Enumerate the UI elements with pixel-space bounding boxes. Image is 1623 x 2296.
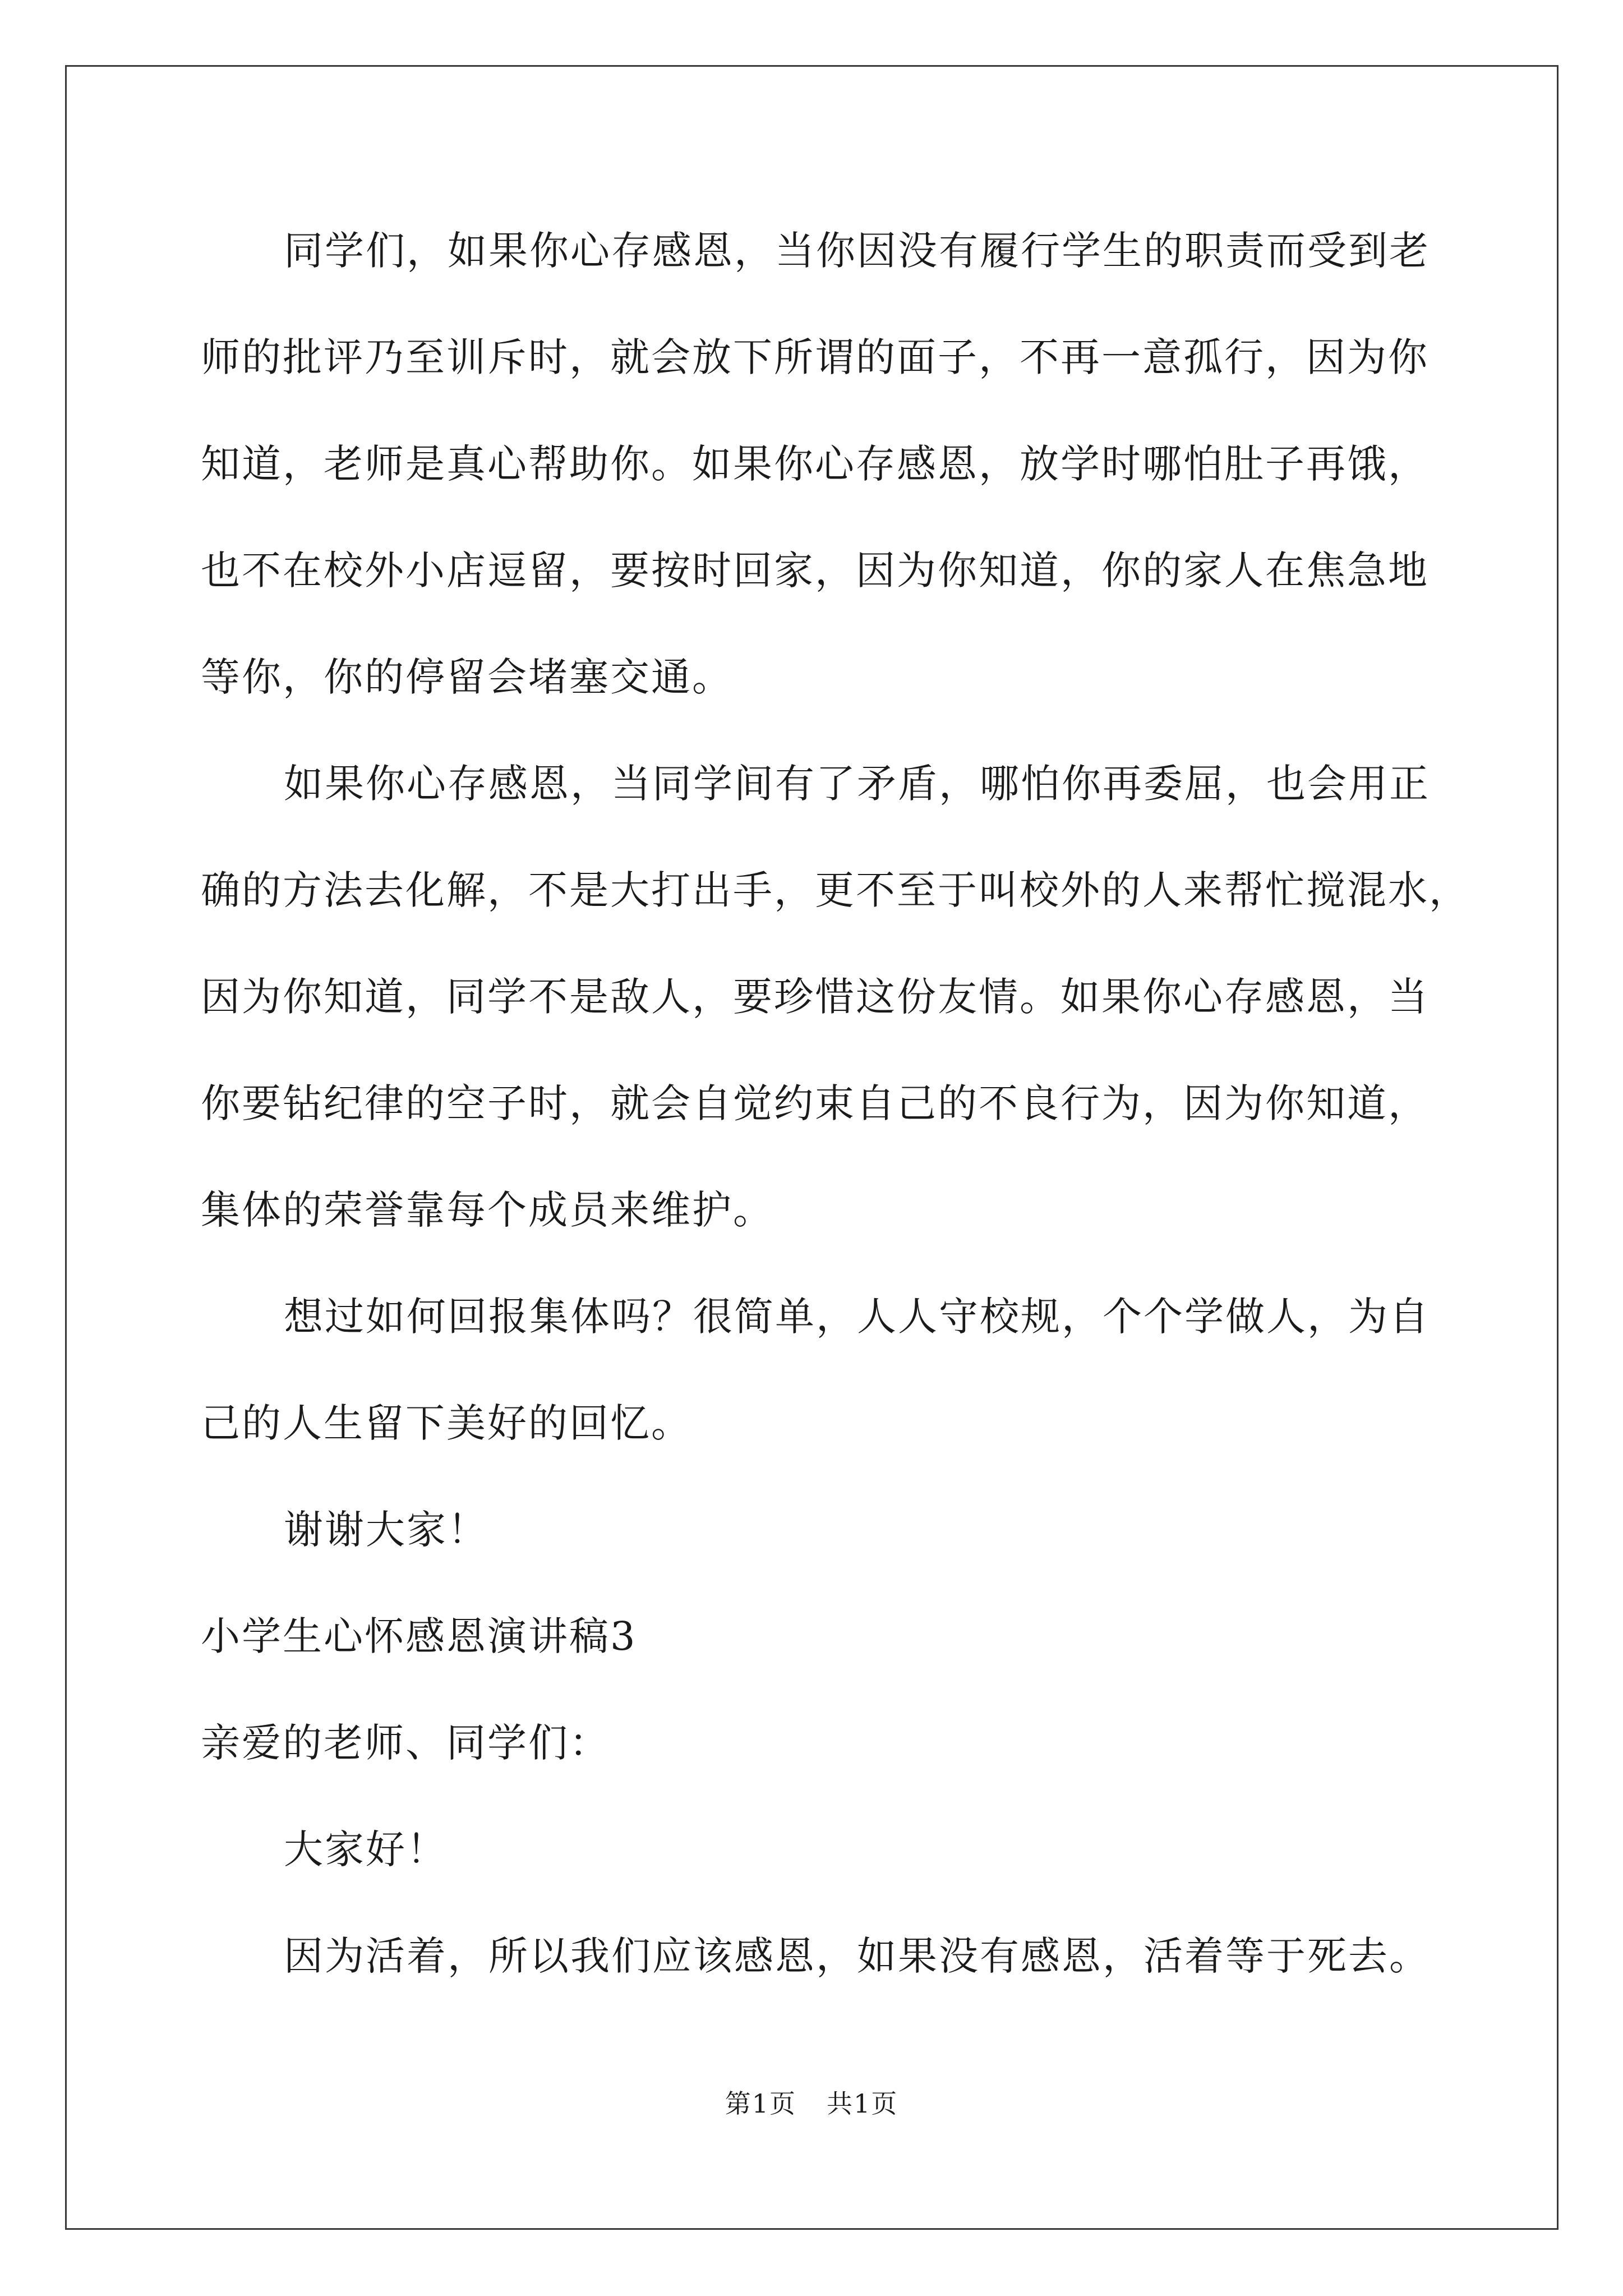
paragraph-line: 等你，你的停留会堵塞交通。 bbox=[201, 654, 733, 700]
section-heading: 小学生心怀感恩演讲稿3 bbox=[201, 1613, 637, 1659]
paragraph-line: 因为你知道，同学不是敌人，要珍惜这份友情。如果你心存感恩，当 bbox=[201, 974, 1429, 1020]
page-footer bbox=[0, 2087, 1623, 2120]
paragraph-line: 己的人生留下美好的回忆。 bbox=[201, 1400, 692, 1446]
paragraph-line: 集体的荣誉靠每个成员来维护。 bbox=[201, 1187, 774, 1233]
paragraph-line: 如果你心存感恩，当同学间有了矛盾，哪怕你再委屈，也会用正 bbox=[284, 761, 1430, 807]
greeting-line: 大家好！ bbox=[284, 1826, 448, 1872]
paragraph-line: 师的批评乃至训斥时，就会放下所谓的面子，不再一意孤行，因为你 bbox=[201, 334, 1429, 380]
paragraph-line: 知道，老师是真心帮助你。如果你心存感恩，放学时哪怕肚子再饿， bbox=[201, 441, 1429, 487]
closing-line: 谢谢大家！ bbox=[284, 1507, 488, 1553]
paragraph-line: 也不在校外小店逗留，要按时回家，因为你知道，你的家人在焦急地 bbox=[201, 547, 1429, 593]
paragraph-line: 确的方法去化解，不是大打出手，更不至于叫校外的人来帮忙搅混水， bbox=[201, 867, 1470, 913]
paragraph-line: 因为活着，所以我们应该感恩，如果没有感恩，活着等于死去。 bbox=[284, 1933, 1430, 1979]
paragraph-line: 想过如何回报集体吗？很简单，人人守校规，个个学做人，为自 bbox=[284, 1294, 1430, 1340]
page-total-label: 共1页 bbox=[827, 2088, 898, 2119]
paragraph-line: 你要钻纪律的空子时，就会自觉约束自己的不良行为，因为你知道， bbox=[201, 1080, 1429, 1126]
salutation-line: 亲爱的老师、同学们： bbox=[201, 1720, 610, 1766]
paragraph-line: 同学们，如果你心存感恩，当你因没有履行学生的职责而受到老 bbox=[284, 228, 1430, 274]
document-body bbox=[201, 220, 1470, 2032]
page-number-label: 第1页 bbox=[725, 2088, 796, 2119]
